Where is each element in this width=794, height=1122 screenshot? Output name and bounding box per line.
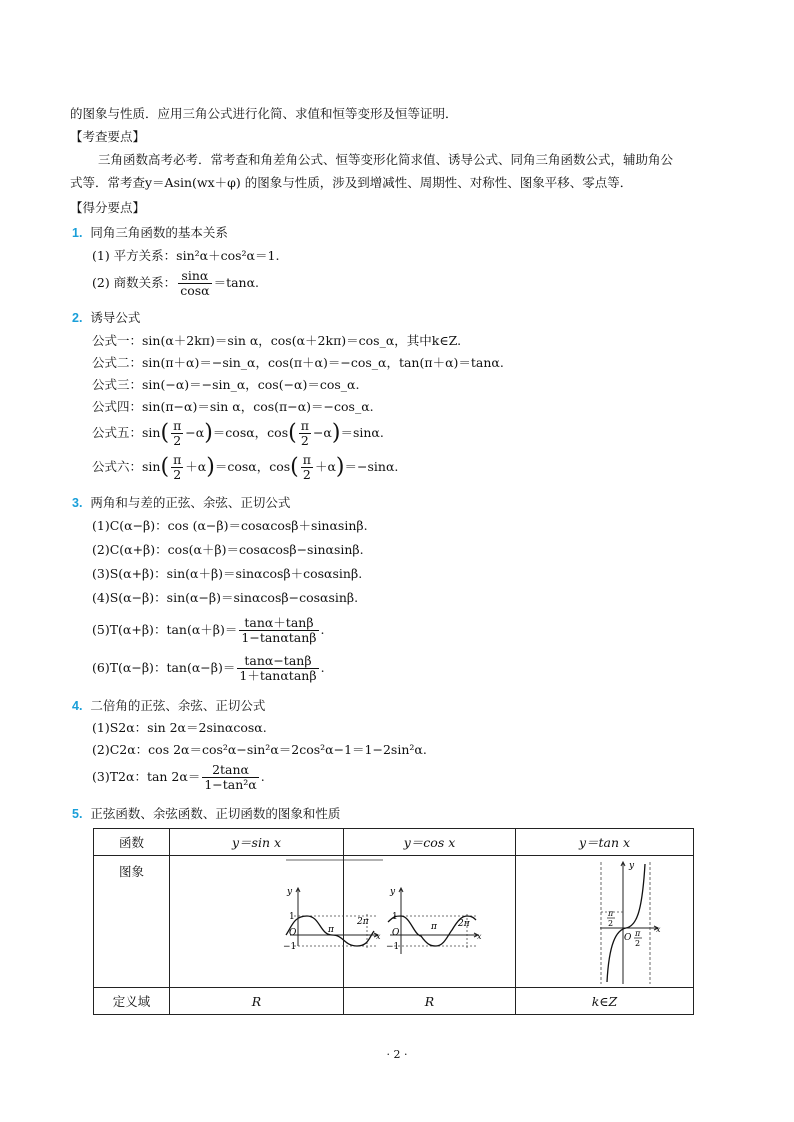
formula-square-relation: (1) 平方关系：sin²α＋cos²α＝1. (92, 248, 280, 263)
f6-part-a: 公式六：sin (92, 459, 161, 474)
fraction-numerator: π (300, 418, 309, 433)
section-4-title: 二倍角的正弦、余弦、正切公式 (90, 698, 266, 713)
x-axis-label: x (376, 932, 381, 941)
section-defen: 【得分要点】 (70, 200, 146, 215)
formula-s-plus: (3)S(α+β)：sin(α＋β)＝sinαcosβ＋cosαsinβ. (92, 566, 363, 581)
fraction-numerator: sinα (181, 268, 209, 283)
section-3-heading (72, 494, 290, 512)
period: . (260, 769, 265, 784)
section-4-number: 4. (72, 699, 83, 713)
section-1-title: 同角三角函数的基本关系 (90, 225, 228, 240)
tick-label-2pi: 2π (458, 919, 470, 929)
sine-graph (170, 856, 381, 987)
y-axis-label: y (287, 887, 293, 897)
section-1-heading (72, 224, 228, 242)
t-plus-fraction (239, 616, 318, 645)
neg-half-pi-numerator: π (608, 909, 614, 918)
formula-quotient-relation (92, 266, 259, 300)
origin-label: O (289, 928, 297, 938)
intro-line: 的图象与性质．应用三角公式进行化简、求值和恒等变形及恒等证明． (70, 106, 458, 121)
formula-c2a: (2)C2α：cos 2α＝cos²α−sin²α＝2cos²α−1＝1−2sin²α. (92, 742, 427, 757)
y-axis-label: y (390, 887, 396, 897)
fraction-denominator: 1＋tanαtanβ (239, 668, 317, 683)
formula-c-plus: (2)C(α+β)：cos(α＋β)＝cosαcosβ−sinαsinβ. (92, 542, 364, 557)
f5-part-d: −α (312, 425, 332, 440)
formula-t-minus (92, 650, 325, 686)
section-2-number: 2. (72, 311, 83, 325)
tick-label-2pi: 2π (357, 917, 369, 927)
formula-1: 公式一：sin(α＋2kπ)＝sin α，cos(α＋2kπ)＝cos_α，其中k∈Z. (92, 333, 462, 348)
pi-over-2-fraction (299, 419, 311, 448)
quotient-prefix: (2) 商数关系： (92, 275, 177, 290)
kaocha-paragraph-2: 式等．常考查y＝Asin(wx＋φ) 的图象与性质，涉及到增减性、周期性、对称性、图象平移、零点等． (70, 175, 633, 190)
y-axis-label: y (629, 861, 635, 871)
cosine-graph (344, 856, 515, 987)
fraction-denominator: 1−tanαtanβ (241, 630, 317, 645)
tan-domain: k∈Z (516, 988, 694, 1015)
period: . (320, 622, 325, 637)
f5-part-a: 公式五：sin (92, 425, 161, 440)
half-pi-denominator: 2 (635, 939, 641, 948)
pi-over-2-fraction (171, 419, 183, 448)
fraction-denominator: 1−tan²α (204, 777, 257, 792)
section-1-number: 1. (72, 226, 83, 240)
tan-graph-cell (516, 856, 694, 988)
neg-half-pi-denominator: 2 (608, 919, 614, 928)
cos-graph-cell (344, 856, 516, 988)
page-number: · 2 · (386, 1048, 408, 1061)
fraction-denominator: 2 (171, 433, 183, 448)
origin-label: O (392, 928, 400, 938)
fraction-numerator: 2tanα (212, 762, 249, 777)
section-4-heading (72, 697, 265, 715)
tick-label-neg1: −1 (386, 942, 400, 952)
period: . (320, 660, 325, 675)
sin-graph-cell (170, 856, 381, 988)
table-header-sin: y＝sin x (170, 829, 344, 856)
f6-part-c: ＝cosα，cos (214, 459, 291, 474)
tick-label-pi: π (431, 922, 437, 932)
trig-properties-table (93, 828, 694, 1015)
section-kaocha: 【考查要点】 (70, 129, 146, 144)
section-2-heading (72, 309, 140, 327)
x-axis-label: x (656, 925, 661, 934)
formula-c-minus: (1)C(α−β)：cos (α−β)＝cosαcosβ＋sinαsinβ. (92, 518, 368, 533)
t2a-prefix: (3)T2α：tan 2α＝ (92, 769, 201, 784)
pi-over-2-fraction (171, 453, 183, 482)
t-minus-prefix: (6)T(α−β)：tan(α−β)＝ (92, 660, 236, 675)
t-minus-fraction (237, 654, 318, 683)
f5-part-c: ＝cosα，cos (212, 425, 289, 440)
quotient-suffix: ＝tanα. (213, 275, 260, 290)
fraction-denominator: 2 (299, 433, 311, 448)
f6-part-b: ＋α (185, 459, 207, 474)
table-header-tan: y＝tan x (516, 829, 694, 856)
tick-label-1: 1 (289, 912, 295, 922)
table-label-graph: 图象 (94, 856, 170, 988)
formula-t-plus (92, 612, 325, 648)
fraction-numerator: tanα＋tanβ (244, 615, 314, 630)
fraction-numerator: π (302, 452, 311, 467)
section-5-number: 5. (72, 807, 83, 821)
formula-6: 公式六：sin( $\frac{\pi}{2}$ ＋α)＝cosα，cos( $\frac{\pi}{2}$ ＋α)＝−sinα. (92, 452, 399, 482)
t2a-fraction (202, 763, 258, 792)
kaocha-paragraph-1: 三角函数高考必考．常考查和角差角公式、恒等变形化简求值、诱导公式、同角三角函数公式，辅助角公 (98, 152, 674, 167)
f6-part-e: ＝−sinα. (344, 459, 399, 474)
pi-over-2-fraction (301, 453, 313, 482)
f5-part-b: −α (185, 425, 205, 440)
formula-5: 公式五：sin( $\frac{\pi}{2}$ −α)＝cosα，cos( $\frac{\pi}{2}$ −α)＝sinα. (92, 418, 384, 448)
quotient-fraction (178, 269, 211, 298)
origin-label: O (624, 933, 632, 943)
fraction-denominator: 2 (301, 467, 313, 482)
formula-t2a (92, 760, 265, 794)
table-label-domain: 定义域 (94, 988, 170, 1015)
section-5-title: 正弦函数、余弦函数、正切函数的图象和性质 (90, 806, 341, 821)
formula-s2a: (1)S2α：sin 2α＝2sinαcosα. (92, 720, 267, 735)
table-header-function: 函数 (94, 829, 170, 856)
sin-domain: R (170, 988, 344, 1015)
fraction-numerator: π (173, 452, 182, 467)
fraction-numerator: tanα−tanβ (244, 653, 312, 668)
fraction-numerator: π (173, 418, 182, 433)
x-axis-label: x (477, 932, 482, 941)
section-5-heading (72, 805, 340, 823)
tick-label-pi: π (328, 925, 334, 935)
cos-domain: R (344, 988, 516, 1015)
tangent-graph (516, 856, 693, 987)
tick-label-neg1: −1 (283, 942, 297, 952)
formula-4: 公式四：sin(π−α)＝sin α，cos(π−α)＝−cos_α. (92, 399, 374, 414)
half-pi-numerator: π (635, 929, 641, 938)
t-plus-prefix: (5)T(α+β)：tan(α＋β)＝ (92, 622, 238, 637)
f5-part-e: ＝sinα. (340, 425, 384, 440)
section-2-title: 诱导公式 (90, 310, 141, 325)
fraction-denominator: cosα (180, 283, 210, 298)
fraction-denominator: 2 (171, 467, 183, 482)
formula-s-minus: (4)S(α−β)：sin(α−β)＝sinαcosβ−cosαsinβ. (92, 590, 359, 605)
formula-3: 公式三：sin(−α)＝−sin_α，cos(−α)＝cos_α. (92, 377, 360, 392)
f6-part-d: ＋α (314, 459, 336, 474)
table-header-cos: y＝cos x (344, 829, 516, 856)
tick-label-1: 1 (392, 912, 398, 922)
section-3-title: 两角和与差的正弦、余弦、正切公式 (90, 495, 291, 510)
formula-2: 公式二：sin(π＋α)＝−sin_α，cos(π＋α)＝−cos_α，tan(π＋α)＝tanα. (92, 355, 504, 370)
section-3-number: 3. (72, 496, 83, 510)
